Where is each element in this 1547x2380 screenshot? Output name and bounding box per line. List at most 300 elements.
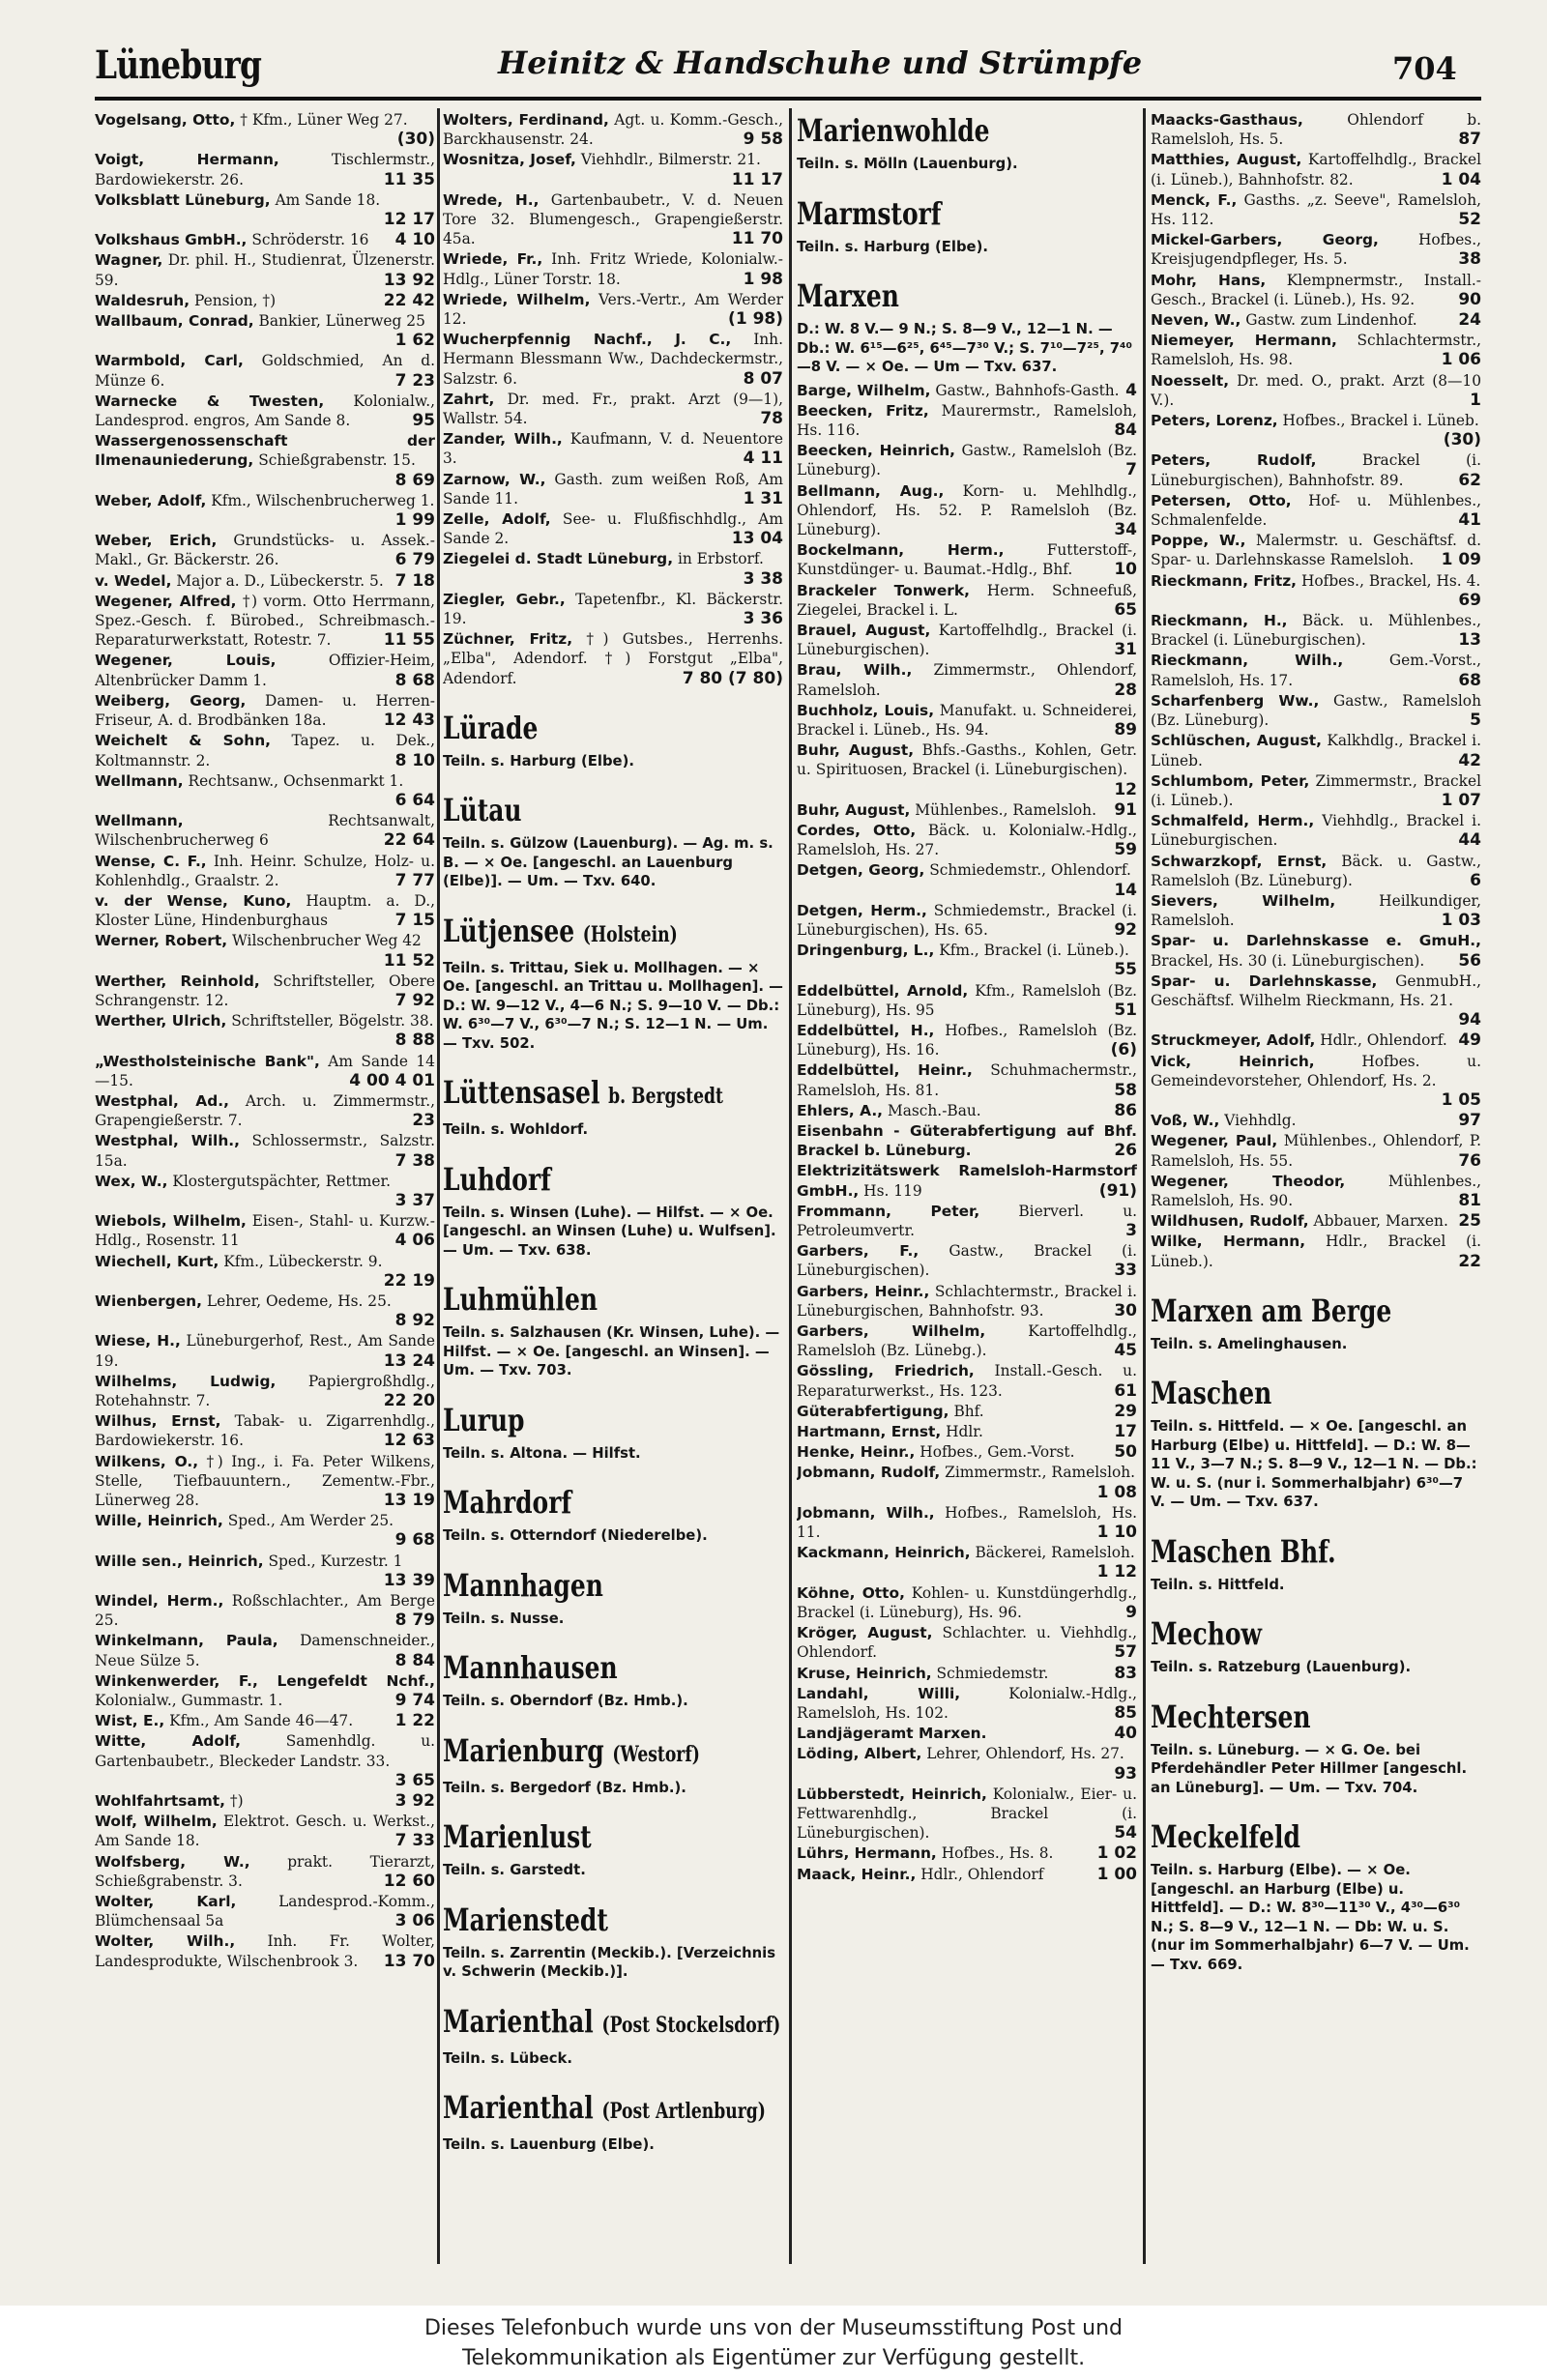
- phone-number: 8 79: [394, 1611, 435, 1631]
- listing-name: Petersen, Otto,: [1151, 491, 1292, 509]
- listing-entry: [95, 1631, 435, 1669]
- place-note: Teiln. s. Winsen (Luhe). — Hilfst. — × Oe. [angeschl. an Winsen (Luhe) u. Wulfsen]. — Um. — Txv. 638.: [443, 1204, 776, 1259]
- listing-details: Kaufmann, V. d. Neuentore 3.: [443, 430, 783, 468]
- listing-details: Viehhdlr., Bilmerstr. 21.: [580, 151, 761, 169]
- phone-number: 3 38: [743, 568, 783, 589]
- phone-number: 25: [1458, 1211, 1481, 1232]
- listing-name: Weber, Erich,: [95, 532, 218, 550]
- listing-entry: [95, 531, 435, 569]
- listing-entry: [797, 821, 1137, 859]
- phone-number: 97: [1458, 1111, 1481, 1131]
- listing-name: Rieckmann, Wilh.,: [1151, 652, 1344, 670]
- listing-details: Major a. D., Lübeckerstr. 5.: [176, 571, 384, 590]
- listing-name: Zander, Wilh.,: [443, 430, 563, 449]
- listing-details: Masch.-Bau.: [887, 1101, 981, 1119]
- phone-number: 1 04: [1441, 169, 1481, 189]
- listing-name: Garbers, Heinr.,: [797, 1282, 930, 1300]
- listing-entry: [95, 230, 435, 249]
- listing-name: Cordes, Otto,: [797, 821, 917, 839]
- listing-details: Hofbes. u. Gemeindevorsteher, Ohlendorf, Hs. 2.: [1151, 1052, 1481, 1089]
- listing-name: Wolfsberg, W.,: [95, 1852, 250, 1871]
- listing-name: Detgen, Herm.,: [797, 901, 927, 919]
- listing-name: Wiechell, Kurt,: [95, 1252, 219, 1270]
- phone-number: 87: [1458, 130, 1481, 150]
- phone-number: 90: [1458, 289, 1481, 309]
- listing-entry: [1151, 150, 1481, 189]
- column-4: [1151, 110, 1481, 2262]
- listing-details: Hofbes., Brackel, Hs. 4.: [1300, 571, 1481, 590]
- phone-number: 13 92: [383, 270, 435, 290]
- phone-number: 7 77: [394, 870, 435, 890]
- listing-name: Witte, Adolf,: [95, 1732, 241, 1751]
- listing-name: Garbers, F.,: [797, 1242, 919, 1261]
- listing-entry: [95, 691, 435, 730]
- place-section: [443, 2003, 783, 2069]
- place-title: Mannhagen: [443, 1566, 603, 1604]
- place-section: [443, 1402, 783, 1464]
- phone-number: 4 10: [394, 230, 435, 250]
- listing-entry: [1151, 651, 1481, 689]
- listing-entry: [443, 390, 783, 428]
- listing-details: Mühlenbes., Ohlendorf, P. Ramelsloh, Hs. 55.: [1151, 1132, 1481, 1170]
- listing-entry: [95, 771, 435, 810]
- phone-number: 7 23: [394, 370, 435, 391]
- listing-name: Garbers, Wilhelm,: [797, 1322, 986, 1341]
- listing-details: Manufakt. u. Schneiderei, Brackel i. Lüneb., Hs. 94.: [797, 701, 1137, 739]
- place-note: Teiln. s. Harburg (Elbe).: [797, 238, 988, 255]
- listing-name: Eisenbahn - Güterabfertigung auf Bhf. Brackel b. Lüneburg.: [797, 1122, 1137, 1160]
- listing-details: Gem.-Vorst., Ramelsloh, Hs. 17.: [1151, 652, 1481, 689]
- listing-details: Kohlen- u. Kunstdüngerhdlg., Brackel (i. Lüneburg), Hs. 96.: [797, 1583, 1137, 1621]
- listing-details: Viehhdlg.: [1224, 1112, 1297, 1130]
- listing-entry: [797, 1101, 1137, 1120]
- listing-entry: [1151, 371, 1481, 410]
- phone-number: 1 06: [1441, 350, 1481, 370]
- listing-details: Hdlr., Ohlendorf.: [1320, 1031, 1447, 1050]
- listing-name: Zelle, Adolf,: [443, 510, 551, 529]
- listing-entry: [1151, 1052, 1481, 1111]
- listing-entry: [797, 1442, 1137, 1462]
- listing-details: Schmiedemstr., Ohlendorf.: [929, 861, 1131, 880]
- phone-number: 65: [1114, 599, 1137, 620]
- phone-number: 6 79: [394, 550, 435, 570]
- listing-entry: [95, 1892, 435, 1930]
- listing-name: Mohr, Hans,: [1151, 271, 1267, 289]
- place-title: Mannhausen: [443, 1649, 618, 1687]
- listing-details: Schlachter. u. Viehhdlg., Ohlendorf.: [797, 1624, 1137, 1662]
- phone-number: 7 33: [394, 1831, 435, 1851]
- place-title: Marxen am Berge: [1151, 1292, 1392, 1329]
- listing-details: Hofbes., Brackel i. Lüneb.: [1282, 412, 1479, 430]
- phone-number: 93: [1114, 1763, 1137, 1784]
- listing-name: Struckmeyer, Adolf,: [1151, 1031, 1316, 1050]
- listing-details: Am Sande 18.: [275, 190, 381, 209]
- listing-name: Mickel-Garbers, Georg,: [1151, 231, 1379, 249]
- listing-name: Wille sen., Heinrich,: [95, 1552, 264, 1570]
- listing-details: Schlossermstr., Salzstr. 15a.: [95, 1132, 435, 1170]
- place-section: [443, 913, 783, 1054]
- phone-number: 8 10: [394, 750, 435, 770]
- listing-entry: [95, 392, 435, 430]
- listing-entry: [95, 1671, 435, 1710]
- listing-name: Voigt, Hermann,: [95, 151, 279, 169]
- listing-entry: [1151, 731, 1481, 769]
- phone-number: 7 80 (7 80): [682, 668, 783, 688]
- listing-entry: [1151, 972, 1481, 1030]
- listing-name: Schwarzkopf, Ernst,: [1151, 852, 1328, 870]
- listing-entry: [1151, 1232, 1481, 1270]
- listing-details: Mühlenbes., Ramelsloh, Hs. 90.: [1151, 1172, 1481, 1209]
- listing-entry: [443, 290, 783, 329]
- place-note: Teiln. s. Wohldorf.: [443, 1121, 589, 1139]
- place-heading: [1151, 1292, 1409, 1329]
- listing-entry: [797, 1583, 1137, 1622]
- place-subtitle: (Westorf): [612, 1741, 700, 1767]
- listing-details: Kolonialw., Eier- u. Fettwarenhdlg., Brackel (i. Lüneburgischen).: [797, 1785, 1137, 1843]
- header-rule: [95, 97, 1481, 101]
- phone-number: 24: [1458, 310, 1481, 331]
- place-heading: [443, 710, 709, 746]
- listing-details: Bäck. u. Kolonialw.-Hdlg., Ramelsloh, Hs. 27.: [797, 821, 1137, 859]
- listing-entry: [797, 1321, 1137, 1360]
- listing-name: Wriede, Fr.,: [443, 250, 543, 269]
- place-title: Lütjensee: [443, 912, 575, 949]
- phone-number: 1 02: [1096, 1843, 1137, 1864]
- place-section: [443, 1161, 783, 1261]
- phone-number: 94: [1458, 1010, 1481, 1030]
- place-section: [1151, 1292, 1481, 1354]
- listing-name: Barge, Wilhelm,: [797, 381, 931, 399]
- listing-entry: [797, 660, 1137, 699]
- listing-entry: [95, 190, 435, 229]
- phone-number: 13 04: [731, 529, 783, 549]
- listing-details: Gastw., Brackel (i. Lüneburgischen).: [797, 1242, 1137, 1280]
- listing-name: Werther, Ulrich,: [95, 1012, 227, 1030]
- listing-name: Jobmann, Rudolf,: [797, 1464, 941, 1482]
- listing-details: Zimmermstr., Ohlendorf, Ramelsloh.: [797, 661, 1137, 699]
- phone-number: 3 36: [743, 609, 783, 629]
- listing-name: Westphal, Ad.,: [95, 1091, 229, 1110]
- listing-entry: [797, 540, 1137, 579]
- listing-name: Wex, W.,: [95, 1172, 168, 1190]
- listing-details: Bhf.: [953, 1402, 984, 1420]
- listing-details: Lehrer, Ohlendorf, Hs. 27.: [926, 1745, 1124, 1763]
- listing-name: Noesselt,: [1151, 371, 1230, 390]
- listing-details: Schlachtermstr., Brackel i. Lüneburgischen, Bahnhofstr. 93.: [797, 1282, 1137, 1320]
- listing-entry: [443, 249, 783, 288]
- listing-entry: [95, 1452, 435, 1511]
- place-note: Teiln. s. Hittfeld. — × Oe. [angeschl. an Harburg (Elbe) u. Hittfeld]. — D.: W. 8—11 V., 3—7 N.; S. 8—9 V., 12—1 N. — Db.: W. u. S. (nur i. Sommerhalbjahr) 6³⁰—7 V. — Um. — Txv. 637.: [1151, 1418, 1477, 1511]
- phone-number: 3 92: [394, 1791, 435, 1812]
- listing-details: Brackel (i. Lüneburgischen), Bahnhofstr. 89.: [1151, 451, 1481, 489]
- listing-entry: [1151, 450, 1481, 489]
- place-title: Marmstorf: [797, 194, 942, 232]
- phone-number: 3 65: [394, 1770, 435, 1790]
- listing-details: Tabak- u. Zigarrenhdlg., Bardowiekerstr. 16.: [95, 1412, 435, 1450]
- listing-details: Zimmermstr., Ramelsloh.: [945, 1464, 1136, 1482]
- phone-number: 6: [1470, 870, 1481, 890]
- listing-entry: [797, 1744, 1137, 1783]
- listing-entry: [95, 571, 435, 591]
- listing-name: Brau, Wilh.,: [797, 661, 913, 680]
- listing-name: Landahl, Willi,: [797, 1684, 961, 1702]
- listing-name: Bellmann, Aug.,: [797, 481, 945, 500]
- phone-number: 22 64: [383, 830, 435, 851]
- column-divider: [1143, 108, 1146, 2264]
- phone-number: 7: [1125, 460, 1137, 480]
- listing-entry: [797, 1664, 1137, 1683]
- listing-details: Schmiedemstr., Brackel (i. Lüneburgischen), Hs. 65.: [797, 901, 1137, 939]
- listing-entry: [797, 1503, 1137, 1542]
- listing-name: v. der Wense, Kuno,: [95, 891, 292, 910]
- phone-number: 13 19: [383, 1491, 435, 1511]
- place-title: Luhdorf: [443, 1160, 551, 1198]
- listing-entry: [797, 1402, 1137, 1421]
- listing-entry: [95, 931, 435, 970]
- phone-number: 33: [1114, 1261, 1137, 1281]
- listing-entry: [95, 1252, 435, 1291]
- place-subtitle: (Holstein): [582, 921, 678, 947]
- listing-details: Gastw. zum Lindenhof.: [1245, 311, 1417, 330]
- listing-details: Schlachtermstr., Ramelsloh, Hs. 98.: [1151, 332, 1481, 369]
- listing-name: Rieckmann, Fritz,: [1151, 571, 1298, 590]
- listing-name: Niemeyer, Hermann,: [1151, 332, 1337, 350]
- page-header: [0, 0, 1547, 102]
- listing-details: GenmubH., Geschäftsf. Wilhelm Rieckmann, Hs. 21.: [1151, 972, 1481, 1009]
- listing-entry: [95, 311, 435, 350]
- listing-name: Hartmann, Ernst,: [797, 1423, 942, 1441]
- listing-details: Arch. u. Zimmermstr., Grapengießerstr. 7.: [95, 1091, 435, 1130]
- page-number: 704: [1392, 50, 1457, 87]
- listing-name: Schmalfeld, Herm.,: [1151, 812, 1315, 830]
- column-2: [443, 110, 783, 2262]
- listing-entry: [797, 1121, 1137, 1160]
- listing-name: Wolters, Ferdinand,: [443, 111, 609, 129]
- listing-name: Schlüschen, August,: [1151, 732, 1322, 750]
- listing-entry: [797, 901, 1137, 940]
- phone-number: 1 10: [1096, 1523, 1137, 1543]
- listing-name: Voß, W.,: [1151, 1112, 1220, 1130]
- phone-number: 68: [1458, 670, 1481, 690]
- listing-details: Hofbes., Kreisjugendpfleger, Hs. 5.: [1151, 231, 1481, 269]
- listing-details: Gastw., Ramelsloh (Bz. Lüneburg).: [797, 442, 1137, 479]
- phone-number: 61: [1114, 1380, 1137, 1401]
- listing-name: Wegener, Louis,: [95, 652, 277, 670]
- phone-number: 8 07: [743, 368, 783, 389]
- place-section: [1151, 1818, 1481, 1974]
- listing-details: Hs. 119: [863, 1181, 922, 1200]
- listing-details: Schröderstr. 16: [251, 231, 369, 249]
- place-note: Teiln. s. Garstedt.: [443, 1862, 586, 1879]
- place-title: Marienthal: [443, 2002, 594, 2040]
- listing-name: Wolter, Karl,: [95, 1893, 237, 1911]
- phone-number: 52: [1458, 210, 1481, 230]
- place-section: [797, 112, 1137, 174]
- listing-details: †): [229, 1792, 244, 1811]
- listing-details: Grundstücks- u. Assek.-Makl., Gr. Bäckerstr. 26.: [95, 532, 435, 569]
- listing-name: Eddelbüttel, H.,: [797, 1022, 935, 1039]
- place-section: [443, 1732, 783, 1798]
- phone-number: 13 24: [383, 1350, 435, 1371]
- listing-details: Bäckerei, Ramelsloh.: [975, 1544, 1135, 1562]
- listing-details: Gastw., Ramelsloh (Bz. Lüneburg).: [1151, 691, 1481, 730]
- listing-name: Lührs, Hermann,: [797, 1844, 937, 1863]
- listing-entry: [95, 1852, 435, 1891]
- phone-number: 5: [1470, 711, 1481, 731]
- listing-name: Maacks-Gasthaus,: [1151, 111, 1303, 129]
- listing-details: See- u. Flußfischhdlg., Am Sande 2.: [443, 510, 783, 548]
- phone-number: 22 20: [383, 1391, 435, 1410]
- listing-entry: [797, 441, 1137, 479]
- listing-entry: [95, 1711, 435, 1730]
- listing-name: Peters, Lorenz,: [1151, 412, 1278, 430]
- phone-number: 58: [1114, 1080, 1137, 1100]
- listing-entry: [95, 972, 435, 1010]
- column-divider: [437, 108, 440, 2264]
- listing-details: Herm. Schneefuß, Ziegelei, Brackel i. L.: [797, 581, 1137, 619]
- listing-entry: [1151, 691, 1481, 730]
- listing-details: Gasths. „z. Seeve", Ramelsloh, Hs. 112.: [1151, 190, 1481, 229]
- phone-number: 10: [1114, 560, 1137, 580]
- phone-number: 78: [760, 409, 783, 429]
- phone-number: 4: [1125, 380, 1137, 400]
- listing-name: Wriede, Wilhelm,: [443, 290, 591, 308]
- phone-number: 44: [1458, 830, 1481, 851]
- listing-name: Wildhusen, Rudolf,: [1151, 1212, 1309, 1231]
- listing-details: Kolonialw.-Hdlg., Ramelsloh, Hs. 102.: [797, 1684, 1137, 1722]
- listing-entry: [797, 1161, 1137, 1200]
- place-heading: [443, 2002, 781, 2044]
- phone-number: 13: [1458, 630, 1481, 651]
- listing-details: Kfm., Ramelsloh (Bz. Lüneburg), Hs. 95: [797, 981, 1137, 1019]
- listing-entry: [797, 941, 1137, 979]
- listing-name: Zahrt,: [443, 390, 495, 408]
- phone-number: 12 17: [383, 210, 435, 230]
- listing-entry: [1151, 491, 1481, 530]
- listing-entry: [797, 1463, 1137, 1501]
- listing-entry: [443, 330, 783, 389]
- phone-number: 95: [412, 411, 435, 431]
- listing-name: Werther, Reinhold,: [95, 972, 260, 990]
- place-section: [443, 792, 783, 891]
- listing-details: Samenhdlg. u. Gartenbaubetr., Bleckeder Landstr. 33.: [95, 1732, 435, 1770]
- place-heading: [443, 1649, 709, 1686]
- listing-entry: [95, 491, 435, 530]
- phone-number: 62: [1458, 470, 1481, 490]
- listing-entry: [797, 481, 1137, 540]
- place-title: Marienlust: [443, 1818, 592, 1856]
- listing-name: Wilkens, O.,: [95, 1452, 199, 1470]
- listing-entry: [95, 110, 435, 149]
- listing-name: v. Wedel,: [95, 571, 172, 590]
- phone-number: 1 31: [743, 488, 783, 508]
- listing-entry: [797, 1021, 1137, 1059]
- listing-details: Wilschenbrucher Weg 42: [231, 932, 422, 950]
- listing-details: in Erbstorf.: [677, 550, 764, 568]
- place-note: Teiln. s. Altona. — Hilfst.: [443, 1444, 641, 1462]
- listing-name: Landjägeramt Marxen.: [797, 1725, 987, 1743]
- place-title: Marienstedt: [443, 1901, 608, 1938]
- place-section: [443, 1818, 783, 1880]
- place-heading: [443, 1281, 709, 1318]
- phone-number: 85: [1114, 1702, 1137, 1723]
- listing-details: †) vorm. Otto Herrmann, Spez.-Gesch. f. Bürobed., Schreibmasch.-Reparaturwerkstatt, Rotestr. 7.: [95, 592, 435, 650]
- listing-entry: [797, 701, 1137, 740]
- phone-number: 7 15: [394, 911, 435, 931]
- listing-entry: [1151, 891, 1481, 930]
- listing-details: Roßschlachter., Am Berge 25.: [95, 1592, 435, 1630]
- phone-number: 9 68: [394, 1530, 435, 1551]
- place-heading: [443, 1901, 709, 1938]
- listing-name: „Westholsteinische Bank",: [95, 1052, 320, 1070]
- listing-details: Brackel, Hs. 30 (i. Lüneburgischen).: [1151, 951, 1425, 970]
- listing-name: Bockelmann, Herm.,: [797, 541, 1005, 560]
- listing-entry: [95, 731, 435, 769]
- listing-details: Inh. Heinr. Schulze, Holz- u. Kohlenhdlg., Graalstr. 2.: [95, 852, 435, 889]
- listing-details: Lehrer, Oedeme, Hs. 25.: [206, 1292, 392, 1310]
- listing-entry: [1151, 1131, 1481, 1170]
- listing-details: Ohlendorf b. Ramelsloh, Hs. 5.: [1151, 111, 1481, 149]
- listing-details: Landesprod.-Komm., Blümchensaal 5a: [95, 1893, 435, 1930]
- place-note: D.: W. 8 V.— 9 N.; S. 8—9 V., 12—1 N. — Db.: W. 6¹⁵—6²⁵, 6⁴⁵—7³⁰ V.; S. 7¹⁰—7²⁵, 7⁴⁰—8 V. — × Oe. — Um — Txv. 637.: [797, 321, 1133, 375]
- listing-details: Lüneburgerhof, Rest., Am Sande 19.: [95, 1332, 435, 1370]
- place-heading: [797, 195, 1063, 232]
- phone-number: 3 37: [394, 1190, 435, 1210]
- phone-number: 7 38: [394, 1150, 435, 1171]
- place-title: Lütau: [443, 792, 522, 829]
- listing-details: †) Ing., i. Fa. Peter Wilkens, Stelle, Tiefbauuntern., Zementw.-Fbr., Lünerweg 28.: [95, 1452, 435, 1510]
- phone-number: 1 99: [394, 510, 435, 531]
- phone-number: 40: [1114, 1724, 1137, 1744]
- listing-entry: [797, 1785, 1137, 1843]
- listing-details: Kfm., Wilschenbrucherweg 1.: [211, 491, 435, 509]
- listing-details: Damen- u. Herren-Friseur, A. d. Brodbänken 18a.: [95, 691, 435, 730]
- place-note: Teiln. s. Trittau, Siek u. Mollhagen. — × Oe. [angeschl. an Trittau u. Mollhagen]. — D.: W. 9—12 V., 4—6 N.; S. 9—10 V. — Db.: W. 6³⁰—7 V., 6³⁰—7 N.; S. 12—1 N. — Um. — Txv. 502.: [443, 959, 783, 1052]
- listing-entry: [95, 1552, 435, 1590]
- place-heading: [1151, 1818, 1409, 1855]
- phone-number: 76: [1458, 1150, 1481, 1171]
- listing-details: Bäck. u. Mühlenbes., Brackel (i. Lüneburgischen).: [1151, 612, 1481, 650]
- place-subtitle: b. Bergstedt: [608, 1084, 723, 1110]
- listing-details: Inh. Fr. Wolter, Landesprodukte, Wilschenbrook 3.: [95, 1932, 435, 1970]
- listing-details: Install.-Gesch. u. Reparaturwerkst., Hs. 123.: [797, 1362, 1137, 1400]
- listing-entry: [95, 852, 435, 890]
- phone-number: 55: [1114, 960, 1137, 980]
- listing-entry: [797, 1843, 1137, 1863]
- place-title: Marxen: [797, 277, 899, 314]
- listing-name: Beecken, Heinrich,: [797, 442, 956, 460]
- place-note: Teiln. s. Gülzow (Lauenburg). — Ag. m. s. B. — × Oe. [angeschl. an Lauenburg (Elbe)]. — Um. — Txv. 640.: [443, 835, 774, 890]
- phone-number: 83: [1114, 1663, 1137, 1683]
- place-section: [797, 277, 1137, 377]
- listing-details: Mühlenbes., Ramelsloh.: [915, 800, 1096, 819]
- place-note: Teiln. s. Oberndorf (Bz. Hmb.).: [443, 1693, 688, 1710]
- listing-details: Klostergutspächter, Rettmer.: [172, 1172, 392, 1190]
- listing-entry: [95, 1211, 435, 1250]
- phone-number: 22 19: [383, 1270, 435, 1291]
- listing-entry: [797, 1241, 1137, 1280]
- listing-entry: [797, 800, 1137, 820]
- listing-entry: [95, 431, 435, 490]
- listing-details: Schuhmachermstr., Ramelsloh, Hs. 81.: [797, 1061, 1137, 1099]
- listing-details: Damenschneider., Neue Sülze 5.: [95, 1632, 435, 1669]
- listing-name: Beecken, Fritz,: [797, 401, 929, 420]
- listing-details: Inh. Fritz Wriede, Kolonialw.-Hdlg., Lüner Torstr. 18.: [443, 250, 783, 288]
- listing-details: Sped., Am Werder 25.: [227, 1512, 394, 1530]
- listing-name: Jobmann, Wilh.,: [797, 1503, 935, 1522]
- listing-details: Kartoffelhdlg., Brackel (i. Lüneburgischen).: [797, 621, 1137, 659]
- listing-name: Wienbergen,: [95, 1292, 202, 1310]
